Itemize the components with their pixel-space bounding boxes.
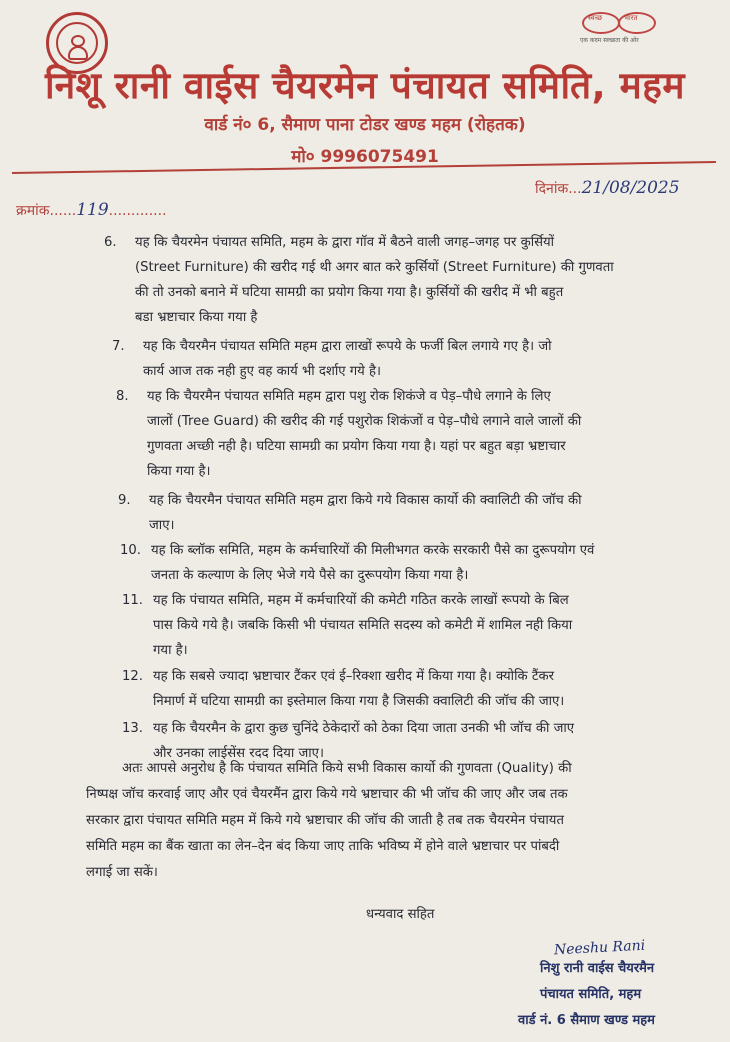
point-line: पास किये गये है। जबकि किसी भी पंचायत समिति सदस्य को कमेटी में शामिल नही किया xyxy=(153,618,573,633)
signatory-stamp xyxy=(518,956,655,1034)
request-line: निष्पक्ष जॉच करवाई जाए और एवं चैयरमैंन द्वारा किये गये भ्रष्टाचार की भी जॉच की जाए और जब तक xyxy=(86,787,568,802)
point-line: किया गया है। xyxy=(147,464,211,479)
request-line: अतः आपसे अनुरोध है कि पंचायत समिति किये सभी विकास कार्यो की गुणवता (Quality) की xyxy=(122,761,572,776)
date-value: 21/08/2025 xyxy=(581,178,680,198)
letterhead-address: वार्ड नं० 6, सैमाण पाना टोडर खण्ड महम (रोहतक) xyxy=(204,115,526,135)
point-line: यह कि चैयरमैन पंचायत समिति महम द्वारा किये गये विकास कार्यो की क्वालिटी की जॉच की xyxy=(149,493,582,508)
point-number: 9. xyxy=(118,493,131,508)
point-line: यह कि चैयरमैन पंचायत समिति महम द्वारा लाखों रूपये के फर्जी बिल लगाये गए है। जो xyxy=(143,339,552,354)
point-line: यह कि ब्लॉक समिति, महम के कर्मचारियों की मिलीभगत करके सरकारी पैसे का दुरूपयोग एवं xyxy=(151,543,595,558)
point-number: 10. xyxy=(120,543,141,558)
point-line: यह कि चैयरमेन पंचायत समिति, महम के द्वारा गॉव में बैठने वाली जगह–जगह पर कुर्सियों xyxy=(135,235,555,250)
point-number: 12. xyxy=(122,669,143,684)
point-number: 11. xyxy=(122,593,143,608)
logo-tagline: एक कदम स्वच्छता की ओर xyxy=(580,37,639,44)
point-number: 7. xyxy=(112,339,125,354)
swachh-bharat-glasses-icon xyxy=(578,6,682,46)
point-line: जनता के कल्याण के लिए भेजे गये पैसे का दुरूपयोग किया गया है। xyxy=(151,568,469,583)
point-line: यह कि चैयरमैन पंचायत समिति महम द्वारा पशु रोक शिकंजे व पेड़–पौधे लगाने के लिए xyxy=(147,389,551,404)
reference-number: क्रमांक......119............. xyxy=(16,200,167,220)
reference-label: क्रमांक xyxy=(16,203,50,219)
point-line: यह कि पंचायत समिति, महम में कर्मचारियों की कमेटी गठित करके लाखों रूपयो के बिल xyxy=(153,593,569,608)
request-line: समिति महम का बैंक खाता का लेन–देन बंद किया जाए ताकि भविष्य में होने वाले भ्रष्टाचार पर पांबदी xyxy=(86,839,560,854)
point-line: बडा भ्रष्टाचार किया गया है xyxy=(135,310,258,325)
handwritten-signature: Neeshu Rani xyxy=(553,937,646,959)
point-line: कार्य आज तक नही हुए वह कार्य भी दर्शाए गये है। xyxy=(143,364,382,379)
logo-word-swachh: स्वच्छ xyxy=(588,14,603,22)
point-line: (Street Furniture) की खरीद गई थी अगर बात करे कुर्सियों (Street Furniture) की गुणवता xyxy=(135,260,614,275)
letterhead-title: निशू रानी वाईस चैयरमेन पंचायत समिति, महम xyxy=(45,64,685,107)
request-line: सरकार द्वारा पंचायत समिति महम में किये गये भ्रष्टाचार की जॉच की जाती है तब तक चैयरमेन पंचायत xyxy=(86,813,564,828)
date-label: दिनांक xyxy=(535,181,569,197)
point-line: और उनका लाईसेंस रदद दिया जाए। xyxy=(153,746,324,761)
reference-value: 119 xyxy=(76,200,109,220)
closing-thanks: धन्यवाद सहित xyxy=(366,907,435,922)
point-line: जाए। xyxy=(149,518,175,533)
stamp-line: पंचायत समिति, महम xyxy=(540,987,642,1002)
stamp-line: वार्ड नं. 6 सैमाण खण्ड महम xyxy=(518,1013,655,1028)
point-number: 8. xyxy=(116,389,129,404)
point-line: की तो उनको बनाने में घटिया सामग्री का प्रयोग किया गया है। कुर्सियों की खरीद में भी बहुत xyxy=(135,285,564,300)
stamp-line: निशु रानी वाईस चैयरमैन xyxy=(540,961,655,976)
request-line: लगाई जा सकें। xyxy=(86,865,158,880)
letter-date: दिनांक...21/08/2025 xyxy=(535,178,680,198)
point-number: 6. xyxy=(104,235,117,250)
point-line: यह कि चैयरमैन के द्वारा कुछ चुनिंदे ठेकेदारों को ठेका दिया जाता उनकी भी जॉच की जाए xyxy=(153,721,575,736)
request-paragraph xyxy=(86,756,572,886)
point-line: यह कि सबसे ज्यादा भ्रष्टाचार टैंकर एवं ई–रिक्शा खरीद में किया गया है। क्योकि टैंकर xyxy=(153,669,554,684)
point-line: निमार्ण में घटिया सामग्री का इस्तेमाल किया गया है जिसकी क्वालिटी की जॉच की जाए। xyxy=(153,694,565,709)
logo-word-bharat: भारत xyxy=(624,14,638,22)
point-line: गया है। xyxy=(153,643,188,658)
point-line: जालों (Tree Guard) की खरीद की गई पशुरोक शिकंजों व पेड़–पौधे लगाने वाले जालों की xyxy=(147,414,582,429)
point-line: गुणवता अच्छी नही है। घटिया सामग्री का प्रयोग किया गया है। यहां पर बहुत बड़ा भ्रष्टाचार xyxy=(147,439,566,454)
point-number: 13. xyxy=(122,721,143,736)
letterhead-phone: मो० 9996075491 xyxy=(291,147,439,167)
